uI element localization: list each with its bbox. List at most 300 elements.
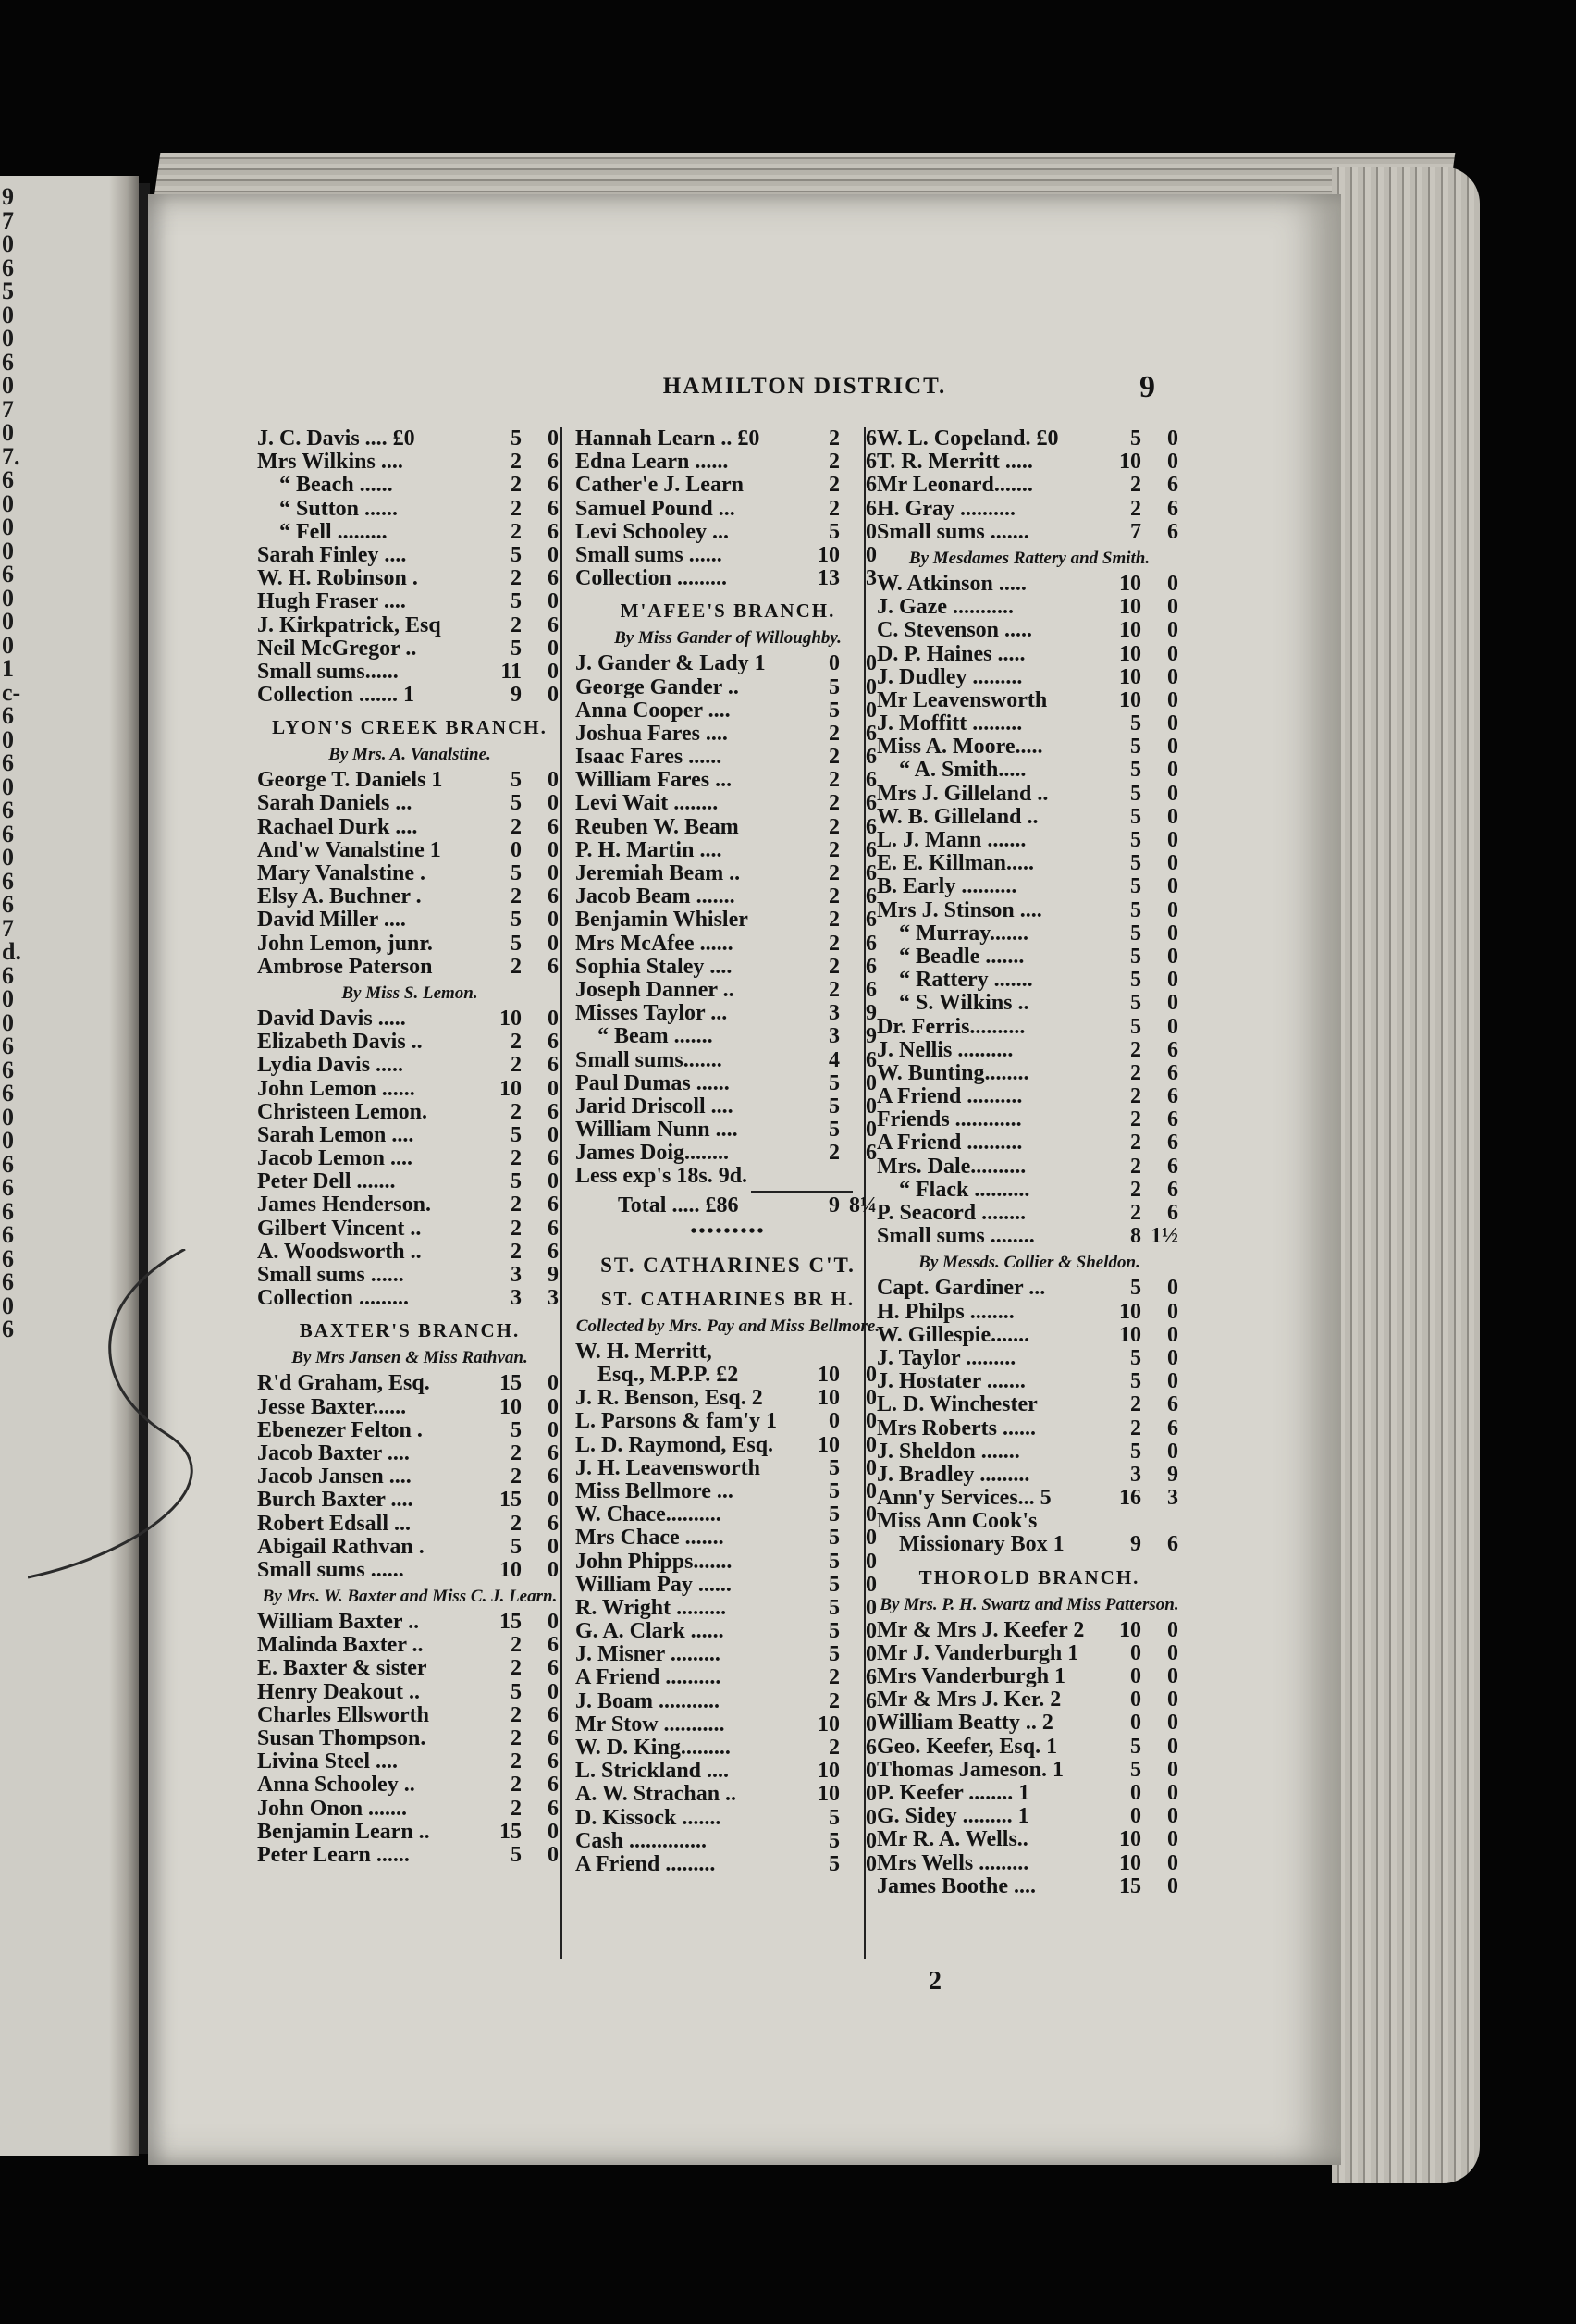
list-item — [877, 521, 1182, 544]
list-item — [877, 1085, 1182, 1108]
amount-shillings: 13 — [818, 566, 840, 591]
amount-shillings: 2 — [511, 1239, 522, 1264]
contributor-name: A Friend .......... — [877, 1084, 1023, 1109]
contributor-name: John Onon ....... — [257, 1796, 408, 1821]
entry-list — [575, 427, 880, 590]
contributor-name: “ A. Smith..... — [899, 758, 1027, 783]
amount-shillings: 2 — [829, 954, 840, 979]
amount-shillings: 10 — [818, 1712, 840, 1737]
list-item — [877, 451, 1182, 474]
amount-shillings: 2 — [511, 1099, 522, 1124]
list-item — [877, 1828, 1182, 1851]
amount-shillings: 2 — [1130, 496, 1141, 521]
contributor-name: J. Taylor ......... — [877, 1345, 1016, 1370]
amount-pence: 6 — [866, 426, 877, 451]
list-item — [877, 899, 1182, 922]
contributor-name: Jacob Baxter .... — [257, 1440, 410, 1465]
list-item — [257, 1513, 562, 1536]
amount-pence: 0 — [548, 542, 559, 567]
list-item — [257, 1536, 562, 1559]
edge-glyph: c- — [2, 678, 21, 706]
contributor-name: Ebenezer Felton . — [257, 1417, 423, 1442]
amount-shillings: 2 — [1130, 1201, 1141, 1225]
ornament-divider: ••••••••• — [690, 1220, 766, 1242]
list-item — [575, 1165, 880, 1188]
amount-pence: 0 — [548, 1534, 559, 1559]
contributor-name: Less exp's 18s. 9d. — [575, 1164, 748, 1189]
amount-pence: 0 — [1167, 687, 1178, 712]
amount-pence: 0 — [866, 1572, 877, 1597]
edge-glyph: 6 — [2, 749, 14, 776]
contributor-name: Charles Ellsworth — [257, 1702, 429, 1727]
contributor-name: Cash .............. — [575, 1828, 708, 1853]
contributor-name: James Boothe .... — [877, 1873, 1036, 1898]
list-item — [257, 614, 562, 637]
amount-shillings: 5 — [1130, 921, 1141, 946]
list-item — [257, 1170, 562, 1193]
amount-pence: 0 — [866, 1432, 877, 1457]
amount-shillings: 5 — [1130, 944, 1141, 969]
list-item — [575, 1783, 880, 1806]
amount-shillings: 5 — [829, 1094, 840, 1119]
amount-pence: 0 — [1167, 426, 1178, 451]
amount-shillings: 10 — [499, 1006, 522, 1031]
list-item — [575, 498, 880, 521]
section-subheading: By Messds. Collier & Sheldon. — [918, 1253, 1140, 1273]
amount-shillings: 2 — [511, 954, 522, 979]
amount-shillings: 3 — [1130, 1462, 1141, 1487]
amount-shillings: 0 — [829, 1409, 840, 1434]
edge-glyph: 0 — [2, 1103, 14, 1131]
entry-list — [257, 1611, 562, 1867]
contributor-name: Anna Cooper .... — [575, 698, 731, 723]
contributor-name: L. Parsons & fam'y 1 — [575, 1409, 777, 1434]
list-item — [257, 1442, 562, 1465]
amount-pence: 0 — [1167, 1322, 1178, 1347]
amount-shillings: 5 — [1130, 851, 1141, 876]
amount-shillings: 2 — [829, 908, 840, 933]
amount-pence: 6 — [866, 1736, 877, 1760]
section-subheading: Collected by Mrs. Pay and Miss Bellmore. — [575, 1316, 880, 1336]
amount-shillings: 10 — [818, 1386, 840, 1411]
contributor-name: Miss Bellmore ... — [575, 1478, 733, 1503]
section-subheading: By Miss Gander of Willoughby. — [614, 628, 842, 649]
amount-shillings: 10 — [1119, 571, 1141, 596]
contributor-name: Missionary Box 1 — [899, 1532, 1065, 1557]
amount-shillings: 0 — [1130, 1711, 1141, 1736]
amount-pence: 0 — [548, 1006, 559, 1031]
contributor-name: Small sums ...... — [257, 1263, 404, 1287]
list-item — [257, 1241, 562, 1264]
contributor-name: Friends ............ — [877, 1107, 1022, 1132]
contributor-name: W. L. Copeland. £0 — [877, 426, 1059, 451]
amount-pence: 0 — [866, 1549, 877, 1574]
amount-shillings: 2 — [1130, 1107, 1141, 1132]
list-item — [257, 498, 562, 521]
amount-shillings: 2 — [829, 1736, 840, 1760]
edge-glyph: 9 — [2, 183, 14, 210]
amount-pence: 6 — [866, 450, 877, 475]
list-item — [575, 956, 880, 979]
list-item — [257, 792, 562, 815]
edge-glyph: 0 — [2, 631, 14, 659]
list-item — [877, 1805, 1182, 1828]
contributor-name: Dr. Ferris.......... — [877, 1014, 1026, 1039]
section-subheading: By Mrs. P. H. Swartz and Miss Patterson. — [880, 1594, 1179, 1614]
amount-pence: 6 — [866, 1688, 877, 1713]
amount-pence: 0 — [1167, 758, 1178, 783]
list-item — [877, 1464, 1182, 1487]
amount-shillings: 5 — [829, 1118, 840, 1143]
amount-pence: 0 — [1167, 571, 1178, 596]
contributor-name: Elizabeth Davis .. — [257, 1030, 423, 1055]
list-item — [257, 1657, 562, 1680]
contributor-name: J. Misner ......... — [575, 1642, 720, 1667]
amount-shillings: 10 — [1119, 450, 1141, 475]
amount-shillings: 0 — [1130, 1804, 1141, 1829]
list-item — [877, 783, 1182, 806]
edge-glyph: 6 — [2, 1032, 14, 1059]
amount-pence: 0 — [866, 1805, 877, 1830]
amount-shillings: 10 — [818, 542, 840, 567]
amount-pence: 0 — [1167, 1734, 1178, 1759]
amount-pence: 6 — [866, 496, 877, 521]
list-item — [257, 544, 562, 567]
amount-pence: 6 — [548, 1030, 559, 1055]
contributor-name: L. Strickland .... — [575, 1759, 730, 1784]
amount-shillings: 2 — [1130, 1415, 1141, 1440]
amount-pence: 0 — [548, 1557, 559, 1582]
amount-shillings: 2 — [829, 884, 840, 909]
amount-pence: 6 — [548, 1511, 559, 1536]
amount-shillings: 5 — [511, 791, 522, 816]
amount-pence: 0 — [548, 1076, 559, 1101]
contributor-name: William Baxter .. — [257, 1610, 420, 1635]
page-header: HAMILTON DISTRICT. — [662, 374, 947, 399]
list-item — [575, 427, 880, 451]
amount-shillings: 5 — [829, 519, 840, 544]
amount-pence: 6 — [548, 450, 559, 475]
list-item — [257, 1124, 562, 1147]
edge-glyph: 0 — [2, 1127, 14, 1154]
amount-pence: 0 — [1167, 1804, 1178, 1829]
amount-pence: 0 — [1167, 450, 1178, 475]
list-item — [575, 1527, 880, 1550]
list-item — [877, 1782, 1182, 1805]
amount-pence: 3 — [548, 1286, 559, 1311]
list-item — [877, 852, 1182, 875]
amount-shillings: 5 — [1130, 1369, 1141, 1394]
amount-shillings: 5 — [1130, 1014, 1141, 1039]
list-item — [575, 979, 880, 1002]
amount-pence: 0 — [548, 837, 559, 862]
amount-pence: 3 — [1167, 1486, 1178, 1511]
amount-pence: 0 — [866, 1455, 877, 1480]
section-title: ST. CATHARINES BR H. — [600, 1287, 856, 1310]
amount-shillings: 5 — [829, 1828, 840, 1853]
amount-pence: 6 — [548, 519, 559, 544]
edge-glyph: 0 — [2, 1008, 14, 1036]
contributor-name: Mr Stow ........... — [575, 1712, 725, 1737]
edge-glyph: 6 — [2, 1056, 14, 1083]
amount-pence: 0 — [1167, 1687, 1178, 1712]
amount-shillings: 10 — [499, 1557, 522, 1582]
amount-pence: 6 — [866, 931, 877, 956]
contributor-name: Small sums...... — [257, 659, 399, 684]
amount-shillings: 0 — [1130, 1780, 1141, 1805]
amount-shillings: 2 — [511, 1146, 522, 1171]
edge-glyph: 6 — [2, 1316, 14, 1342]
contributor-name: William Pay ...... — [575, 1572, 732, 1597]
amount-shillings: 3 — [511, 1263, 522, 1287]
column-3 — [877, 427, 1182, 1898]
amount-shillings: 0 — [1130, 1664, 1141, 1688]
amount-pence: 6 — [866, 861, 877, 885]
amount-pence: 6 — [548, 1465, 559, 1490]
list-item — [877, 1393, 1182, 1416]
amount-shillings: 5 — [1130, 804, 1141, 829]
list-item — [877, 1417, 1182, 1440]
list-item — [877, 1277, 1182, 1300]
amount-shillings: 5 — [829, 1805, 840, 1830]
total-label: Total ..... £86 — [618, 1193, 739, 1218]
amount-pence: 0 — [548, 589, 559, 614]
list-item — [877, 1440, 1182, 1464]
amount-pence: 0 — [1167, 1711, 1178, 1736]
amount-pence: 0 — [866, 1526, 877, 1551]
amount-pence: 0 — [866, 1712, 877, 1737]
edge-glyph: 0 — [2, 372, 14, 399]
amount-shillings: 0 — [1130, 1687, 1141, 1712]
amount-pence: 6 — [866, 908, 877, 933]
amount-shillings: 2 — [511, 473, 522, 498]
contributor-name: John Lemon, junr. — [257, 931, 433, 956]
amount-pence: 6 — [1167, 473, 1178, 498]
contributor-name: B. Early .......... — [877, 874, 1017, 899]
edge-glyph: 6 — [2, 1150, 14, 1178]
amount-pence: 6 — [1167, 1177, 1178, 1202]
amount-pence: 0 — [548, 861, 559, 885]
list-item — [877, 946, 1182, 969]
contributor-name: C. Stevenson ..... — [877, 618, 1033, 643]
amount-pence: 6 — [548, 1216, 559, 1241]
edge-glyph: 7 — [2, 914, 14, 942]
list-item — [877, 875, 1182, 898]
contributor-name: William Beatty .. 2 — [877, 1711, 1053, 1736]
section-subheading: By Mesdames Rattery and Smith. — [908, 548, 1151, 568]
amount-pence: 0 — [548, 1610, 559, 1635]
contributor-name: P. Seacord ........ — [877, 1201, 1027, 1225]
contributor-name: A. Woodsworth .. — [257, 1239, 422, 1264]
edge-glyph: 6 — [2, 820, 14, 847]
amount-pence: 6 — [548, 1440, 559, 1465]
amount-pence: 6 — [1167, 496, 1178, 521]
contributor-name: John Phipps....... — [575, 1549, 733, 1574]
list-item — [877, 1347, 1182, 1370]
list-item — [877, 992, 1182, 1015]
list-item — [877, 1324, 1182, 1347]
list-item — [257, 1264, 562, 1287]
contributor-name: A Friend ......... — [575, 1851, 716, 1876]
list-item — [575, 746, 880, 769]
contributor-name: “ Sutton ...... — [279, 496, 399, 521]
contributor-name: J. Gaze ........... — [877, 595, 1014, 620]
contributor-name: R'd Graham, Esq. — [257, 1371, 430, 1396]
amount-shillings: 2 — [1130, 1154, 1141, 1179]
list-item — [575, 1690, 880, 1713]
list-item — [575, 474, 880, 497]
list-item — [257, 769, 562, 792]
amount-shillings: 0 — [829, 651, 840, 676]
amount-shillings: 10 — [499, 1394, 522, 1419]
amount-shillings: 5 — [1130, 1439, 1141, 1464]
contributor-name: J. R. Benson, Esq. 2 — [575, 1386, 763, 1411]
section-subheading: By Miss S. Lemon. — [341, 983, 478, 1003]
amount-shillings: 5 — [1130, 828, 1141, 852]
contributor-name: W. D. King......... — [575, 1736, 731, 1760]
list-item — [575, 1830, 880, 1853]
list-item — [877, 969, 1182, 992]
amount-pence: 6 — [1167, 1060, 1178, 1085]
list-item — [257, 909, 562, 932]
amount-pence: 6 — [866, 791, 877, 816]
list-item — [877, 1665, 1182, 1688]
amount-pence: 0 — [548, 908, 559, 933]
amount-shillings: 5 — [511, 908, 522, 933]
list-item — [877, 922, 1182, 946]
list-item — [575, 723, 880, 746]
amount-pence: 0 — [548, 791, 559, 816]
contributor-name: Robert Edsall ... — [257, 1511, 412, 1536]
contributor-name: Cather'e J. Learn — [575, 473, 744, 498]
contributor-name: Sarah Lemon .... — [257, 1122, 414, 1147]
list-item — [877, 689, 1182, 712]
amount-shillings: 2 — [511, 1511, 522, 1536]
contributor-name: Rachael Durk .... — [257, 814, 418, 839]
contributor-name: Lydia Davis ..... — [257, 1053, 404, 1078]
list-item — [257, 1611, 562, 1634]
list-item — [257, 1078, 562, 1101]
amount-pence: 6 — [866, 884, 877, 909]
amount-pence: 0 — [548, 1169, 559, 1194]
contributor-name: Ann'y Services... 5 — [877, 1486, 1052, 1511]
list-item — [257, 1704, 562, 1727]
amount-pence: 9 — [866, 1001, 877, 1026]
amount-pence: 0 — [548, 1122, 559, 1147]
contributor-name: W. Chace.......... — [575, 1502, 721, 1527]
amount-pence: 6 — [866, 473, 877, 498]
amount-shillings: 2 — [511, 1465, 522, 1490]
contributor-name: Small sums....... — [575, 1047, 722, 1072]
amount-pence: 0 — [866, 1595, 877, 1620]
contributor-name: Jacob Jansen .... — [257, 1465, 412, 1490]
list-item — [257, 1372, 562, 1395]
section-title: LYON'S CREEK BRANCH. — [272, 716, 548, 739]
edge-glyph: 0 — [2, 513, 14, 540]
edge-glyph: 6 — [2, 867, 14, 895]
amount-pence: 0 — [548, 1394, 559, 1419]
contributor-name: “ Rattery ....... — [899, 968, 1033, 993]
list-item — [257, 661, 562, 684]
amount-pence: 6 — [548, 473, 559, 498]
contributor-name: Small sums ....... — [877, 519, 1029, 544]
amount-shillings: 5 — [1130, 1757, 1141, 1782]
list-item — [575, 567, 880, 590]
list-item — [877, 474, 1182, 497]
amount-shillings: 2 — [829, 1688, 840, 1713]
amount-shillings: 5 — [829, 1526, 840, 1551]
list-item — [257, 1821, 562, 1844]
amount-pence: 6 — [866, 814, 877, 839]
entry-list — [575, 1341, 880, 1876]
contributor-name: Reuben W. Beam — [575, 814, 739, 839]
amount-shillings: 5 — [511, 931, 522, 956]
contributor-name: Anna Schooley .. — [257, 1773, 415, 1798]
contributor-name: Thomas Jameson. 1 — [877, 1757, 1065, 1782]
list-item — [877, 736, 1182, 759]
amount-shillings: 2 — [829, 768, 840, 793]
list-item — [575, 652, 880, 675]
left-page-edge-figures — [2, 185, 20, 1341]
entry-list — [257, 1007, 562, 1310]
list-item — [575, 1503, 880, 1527]
list-item — [257, 427, 562, 451]
amount-shillings: 5 — [511, 861, 522, 885]
amount-pence: 9 — [866, 1024, 877, 1049]
list-item — [257, 816, 562, 839]
contributor-name: P. H. Martin .... — [575, 837, 722, 862]
list-item — [257, 956, 562, 979]
list-item — [575, 1480, 880, 1503]
contributor-name: “ S. Wilkins .. — [899, 991, 1029, 1016]
total-shillings: 9 — [829, 1193, 840, 1218]
contributor-name: Gilbert Vincent .. — [257, 1216, 422, 1241]
contributor-name: Jarid Driscoll .... — [575, 1094, 733, 1119]
amount-shillings: 5 — [829, 1851, 840, 1876]
entry-list — [877, 427, 1182, 544]
contributor-name: “ Flack .......... — [899, 1177, 1030, 1202]
list-item — [257, 885, 562, 909]
signature-mark: 2 — [929, 1967, 942, 1996]
contributor-name: Levi Schooley ... — [575, 519, 729, 544]
list-item — [575, 1410, 880, 1433]
amount-shillings: 5 — [1130, 758, 1141, 783]
list-item — [257, 839, 562, 862]
amount-shillings: 10 — [818, 1432, 840, 1457]
amount-shillings: 2 — [829, 721, 840, 746]
amount-shillings: 5 — [829, 1502, 840, 1527]
amount-shillings: 10 — [1119, 1827, 1141, 1852]
amount-pence: 0 — [866, 1094, 877, 1119]
amount-pence: 0 — [548, 683, 559, 708]
contributor-name: Mrs J. Stinson .... — [877, 897, 1042, 922]
contributor-name: Samuel Pound ... — [575, 496, 735, 521]
edge-glyph: 6 — [2, 797, 14, 823]
list-item — [575, 1119, 880, 1142]
amount-shillings: 2 — [829, 814, 840, 839]
amount-pence: 0 — [548, 768, 559, 793]
list-item — [877, 829, 1182, 852]
contributor-name: W. Atkinson ..... — [877, 571, 1027, 596]
amount-shillings: 10 — [818, 1363, 840, 1387]
amount-shillings: 5 — [511, 542, 522, 567]
amount-shillings: 5 — [829, 1070, 840, 1095]
list-item — [257, 1727, 562, 1750]
amount-pence: 0 — [548, 659, 559, 684]
page-side-edges — [1332, 167, 1480, 2183]
amount-pence: 0 — [548, 426, 559, 451]
contributor-name: David Davis ..... — [257, 1006, 406, 1031]
